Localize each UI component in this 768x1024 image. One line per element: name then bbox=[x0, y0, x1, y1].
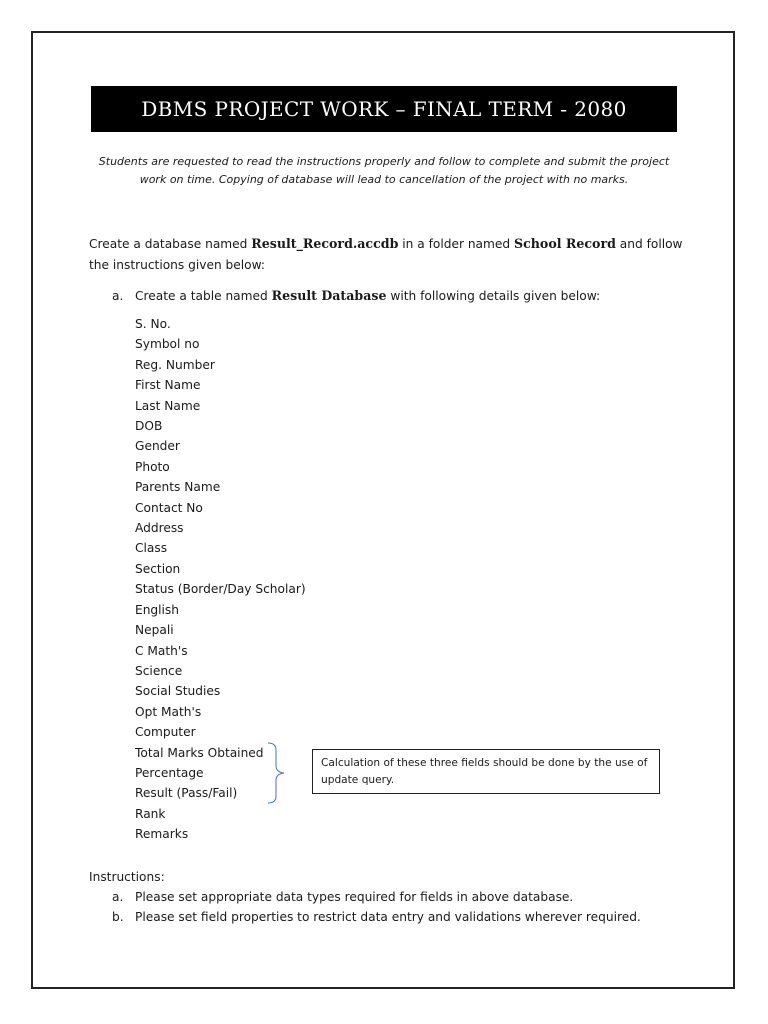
field-item: Nepali bbox=[135, 623, 174, 638]
instruction-item bbox=[112, 887, 712, 907]
field-item: Opt Math's bbox=[135, 704, 202, 719]
field-item: S. No. bbox=[135, 317, 171, 331]
field-item: Parents Name bbox=[135, 480, 221, 495]
folder-name: School Record bbox=[514, 236, 616, 251]
field-item: Result (Pass/Fail) bbox=[135, 786, 238, 801]
field-item: Last Name bbox=[135, 398, 201, 413]
curly-brace-icon bbox=[266, 742, 292, 804]
field-item: Social Studies bbox=[135, 684, 221, 699]
instruction-text: Please set appropriate data types required for fields in above database. bbox=[135, 890, 574, 904]
field-item: Photo bbox=[135, 459, 170, 474]
field-item: First Name bbox=[135, 378, 201, 393]
field-item: C Math's bbox=[135, 643, 188, 658]
list-marker: b. bbox=[112, 910, 124, 925]
database-name: Result_Record.accdb bbox=[251, 236, 399, 251]
item-a-text-1: Create a table named bbox=[135, 289, 272, 303]
field-item: Remarks bbox=[135, 827, 189, 842]
instructions-label: Instructions: bbox=[89, 870, 165, 884]
field-item: Address bbox=[135, 521, 184, 536]
field-item: Total Marks Obtained bbox=[135, 745, 264, 760]
intro-paragraph bbox=[89, 233, 689, 276]
instruction-note: Students are requested to read the instructions properly and follow to complete and submit the project work on time. Copying of database will lead to cancellation of the project with no marks. bbox=[98, 155, 670, 186]
field-item: Gender bbox=[135, 439, 180, 454]
list-item-a bbox=[112, 286, 692, 306]
field-item: Section bbox=[135, 561, 181, 576]
list-marker: a. bbox=[112, 890, 124, 904]
list-marker: a. bbox=[112, 289, 124, 303]
field-item: Class bbox=[135, 541, 168, 556]
instruction-text: Please set field properties to restrict data entry and validations wherever required. bbox=[135, 910, 641, 925]
instructions-list bbox=[112, 887, 712, 928]
item-a-text-2: with following details given below: bbox=[386, 289, 601, 303]
field-item: Percentage bbox=[135, 765, 204, 780]
field-item: Status (Border/Day Scholar) bbox=[135, 582, 306, 597]
document-title bbox=[91, 86, 677, 132]
field-item: Computer bbox=[135, 725, 196, 740]
field-item: Reg. Number bbox=[135, 357, 215, 372]
table-name: Result Database bbox=[271, 288, 387, 303]
title-text: DBMS PROJECT WORK – FINAL TERM - 2080 bbox=[141, 97, 627, 121]
field-item: Rank bbox=[135, 806, 166, 821]
field-item: Science bbox=[135, 663, 183, 678]
callout-box: Calculation of these three fields should be done by the use of update query. bbox=[312, 749, 660, 794]
intro-text-1: Create a database named bbox=[89, 237, 252, 251]
field-item: Contact No bbox=[135, 500, 203, 515]
field-item: DOB bbox=[135, 419, 163, 434]
field-item: English bbox=[135, 602, 180, 617]
instruction-item bbox=[112, 907, 712, 927]
intro-text-2: in a folder named bbox=[398, 237, 515, 251]
intro-text-3: and follow the instructions given below: bbox=[89, 237, 683, 272]
field-item: Symbol no bbox=[135, 337, 200, 352]
